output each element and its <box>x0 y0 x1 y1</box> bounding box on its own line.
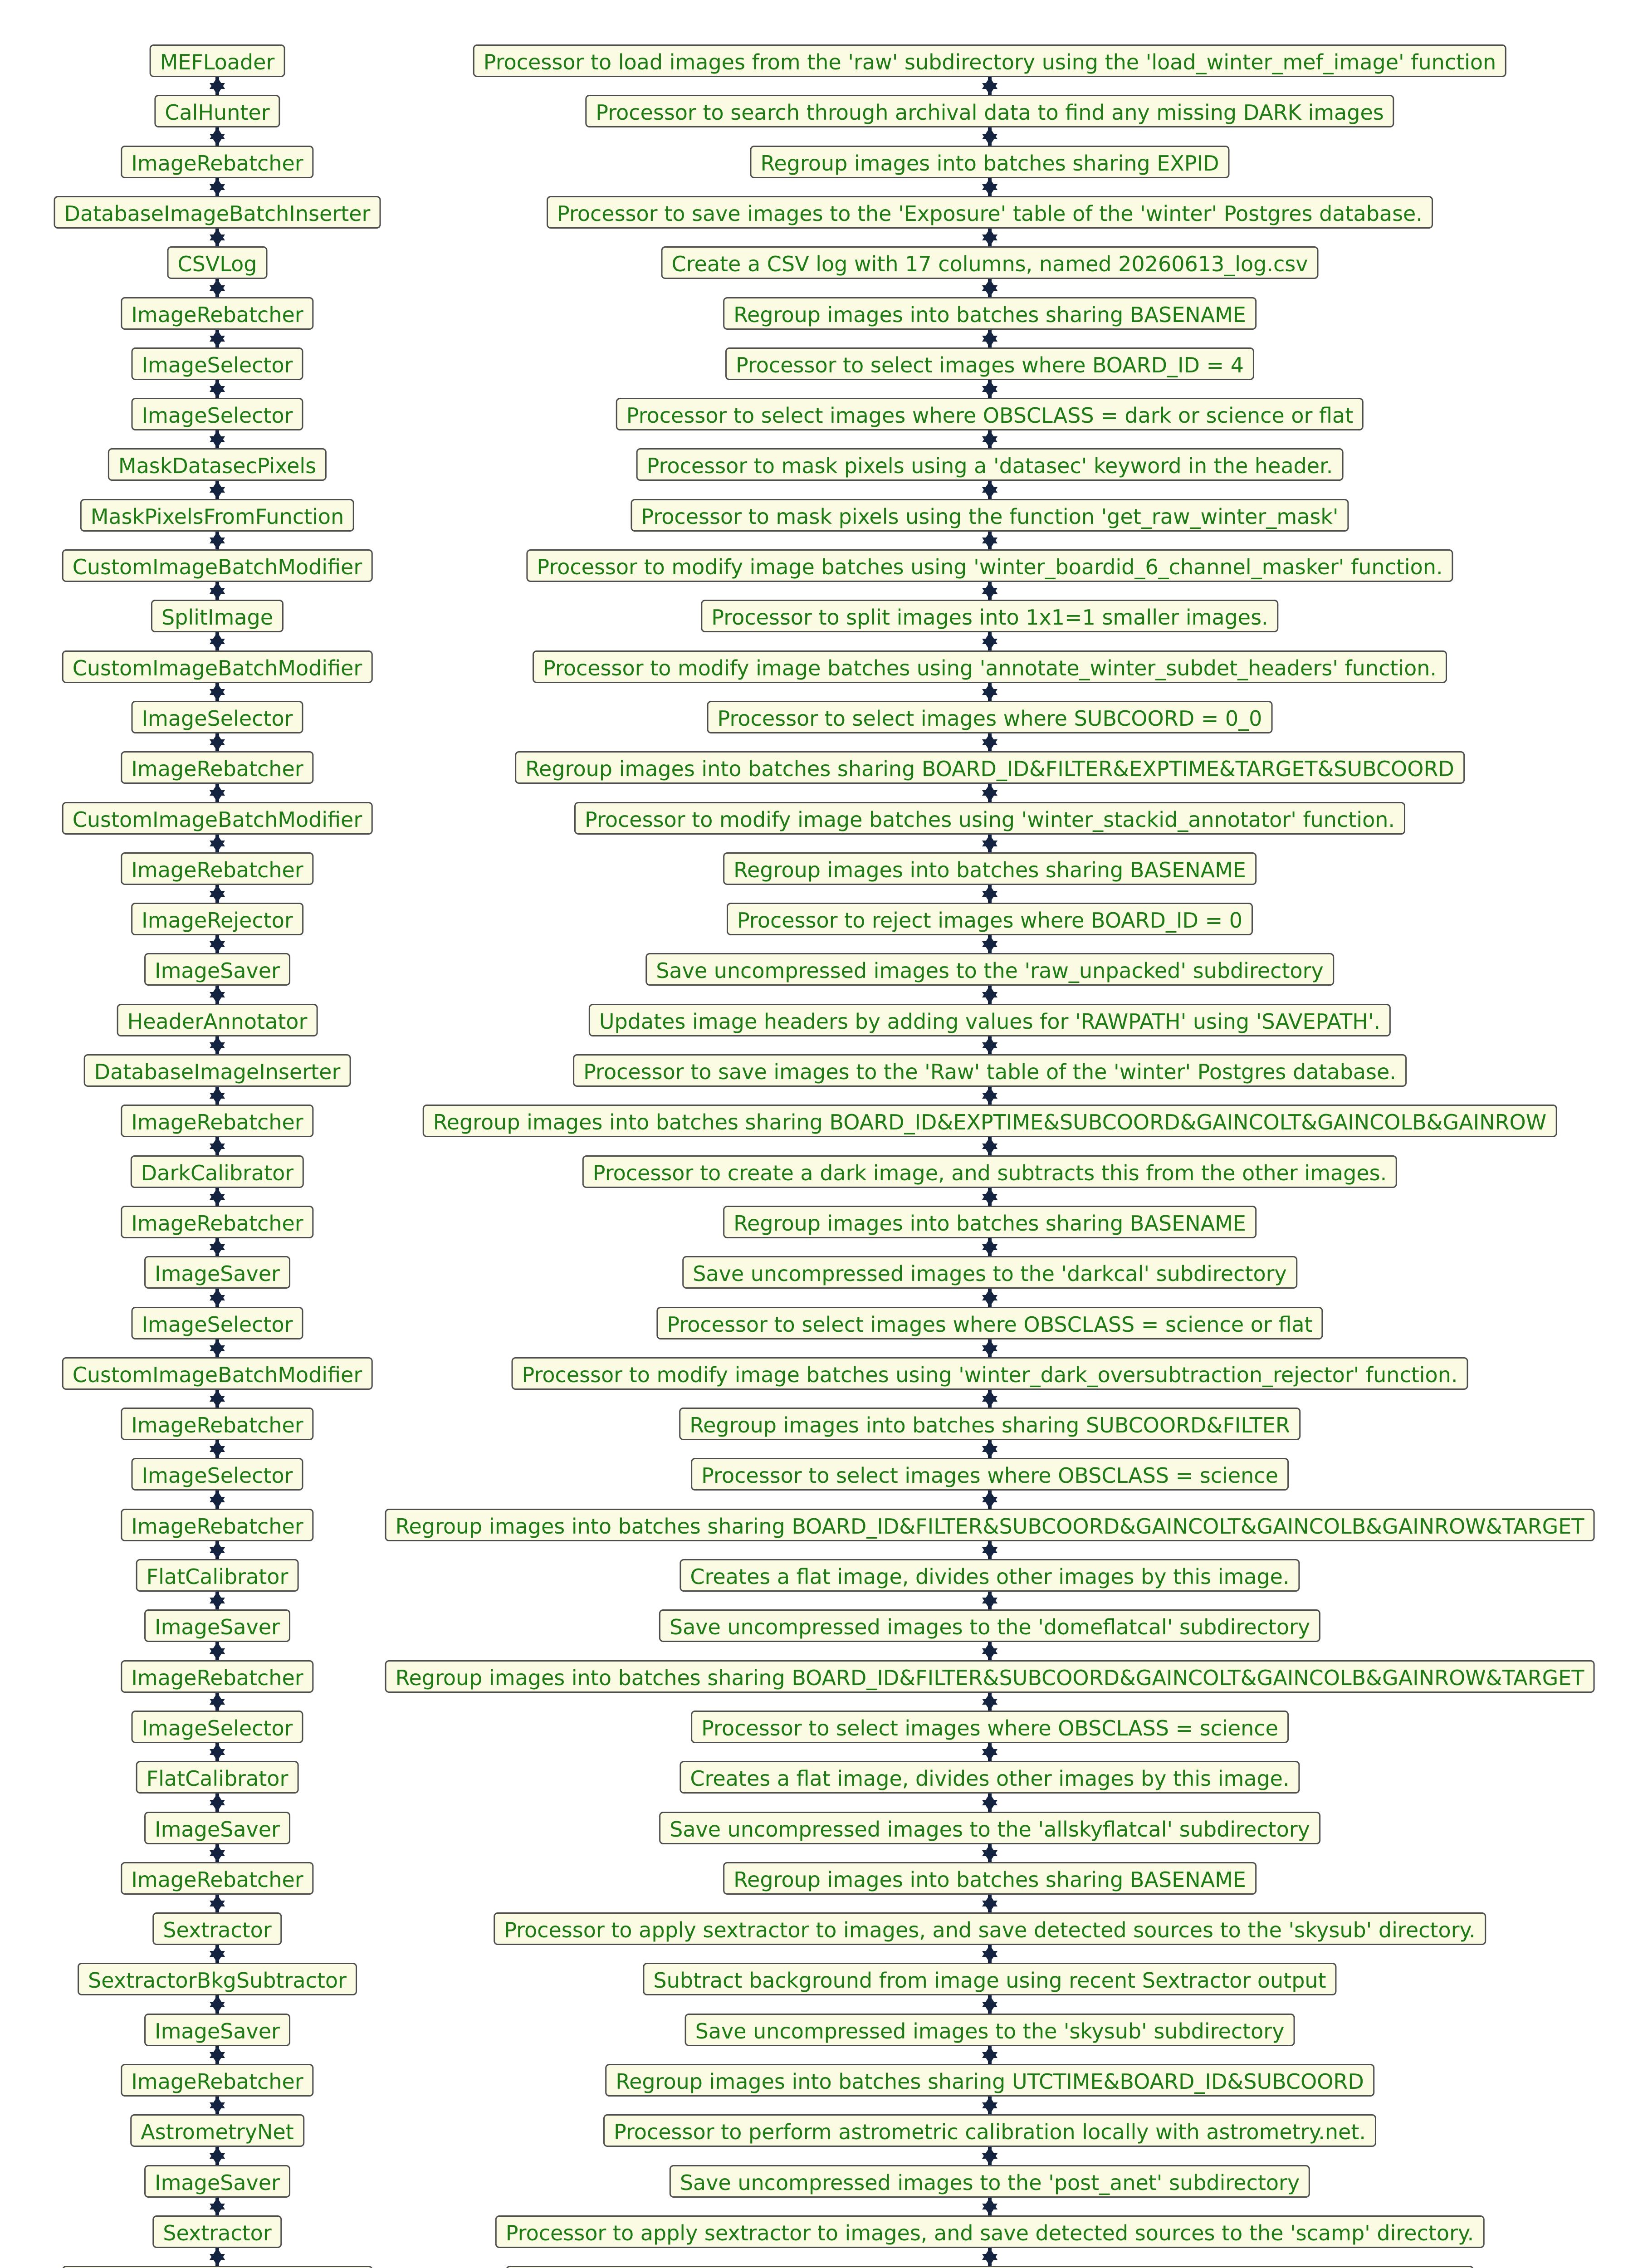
processor-node: Sextractor <box>152 2215 282 2248</box>
processor-node: ImageRebatcher <box>121 751 313 784</box>
processor-node: ImageSaver <box>144 953 290 986</box>
processor-node: ImageRebatcher <box>121 1105 313 1137</box>
processor-node: ImageSaver <box>144 2014 290 2046</box>
processor-node: ImageRebatcher <box>121 1660 313 1693</box>
description-node: Regroup images into batches sharing BASENAME <box>723 1206 1257 1238</box>
processor-node: CSVLog <box>167 246 268 279</box>
description-node: Processor to apply sextractor to images, and save detected sources to the 'skysub' directory. <box>494 1912 1486 1945</box>
description-node: Processor to modify image batches using 'winter_dark_oversubtraction_rejector' function. <box>512 1357 1468 1390</box>
description-node: Create a CSV log with 17 columns, named 20260613_log.csv <box>661 246 1319 279</box>
description-node: Processor to apply sextractor to images, and save detected sources to the 'scamp' directory. <box>495 2215 1485 2248</box>
description-node: Save uncompressed images to the 'post_anet' subdirectory <box>670 2165 1310 2198</box>
processor-node: ImageRebatcher <box>121 2064 313 2097</box>
description-node: Regroup images into batches sharing UTCTIME&BOARD_ID&SUBCOORD <box>605 2064 1374 2097</box>
description-node: Regroup images into batches sharing BASENAME <box>723 1862 1257 1895</box>
description-node: Processor to mask pixels using a 'datasec' keyword in the header. <box>636 448 1344 481</box>
processor-node <box>62 2266 373 2268</box>
description-node: Regroup images into batches sharing EXPID <box>750 146 1229 178</box>
description-node: Processor to modify image batches using 'winter_stackid_annotator' function. <box>574 802 1405 835</box>
processor-node: ImageRejector <box>131 903 303 935</box>
processor-node: ImageRebatcher <box>121 146 313 178</box>
description-node: Regroup images into batches sharing BASENAME <box>723 852 1257 885</box>
description-node: Regroup images into batches sharing BOARD_ID&FILTER&SUBCOORD&GAINCOLT&GAINCOLB&GAINROW&TARGET <box>385 1660 1595 1693</box>
description-node: Save uncompressed images to the 'domeflatcal' subdirectory <box>659 1609 1320 1642</box>
processor-node: HeaderAnnotator <box>117 1004 318 1036</box>
processor-node: ImageRebatcher <box>121 1509 313 1541</box>
processor-node: ImageRebatcher <box>121 852 313 885</box>
processor-node: FlatCalibrator <box>136 1559 299 1592</box>
description-node: Processor to select images where OBSCLASS = science or flat <box>656 1307 1323 1339</box>
description-node: Regroup images into batches sharing BOARD_ID&FILTER&SUBCOORD&GAINCOLT&GAINCOLB&GAINROW&TARGET <box>385 1509 1595 1541</box>
description-node: Processor to create a dark image, and subtracts this from the other images. <box>582 1155 1397 1188</box>
description-node: Processor to select images where OBSCLASS = dark or science or flat <box>616 398 1364 430</box>
processor-node: ImageSelector <box>131 398 303 430</box>
description-node: Creates a flat image, divides other images by this image. <box>680 1559 1300 1592</box>
processor-node: FlatCalibrator <box>136 1761 299 1794</box>
processor-node: CustomImageBatchModifier <box>62 549 373 582</box>
description-node: Processor to search through archival data to find any missing DARK images <box>585 95 1394 127</box>
processor-node: ImageSelector <box>131 1711 303 1743</box>
processor-node: ImageSaver <box>144 1812 290 1844</box>
description-node: Updates image headers by adding values for 'RAWPATH' using 'SAVEPATH'. <box>589 1004 1391 1036</box>
processor-node: DarkCalibrator <box>131 1155 304 1188</box>
processor-node: ImageSelector <box>131 1307 303 1339</box>
description-node: Processor to select images where OBSCLASS = science <box>691 1458 1289 1491</box>
description-node: Save uncompressed images to the 'darkcal' subdirectory <box>682 1256 1297 1289</box>
description-node: Subtract background from image using recent Sextractor output <box>643 1963 1336 1995</box>
description-node: Processor to modify image batches using 'winter_boardid_6_channel_masker' function. <box>526 549 1453 582</box>
description-node: Processor to save images to the 'Exposure' table of the 'winter' Postgres database. <box>547 196 1433 229</box>
processor-node: ImageSaver <box>144 2165 290 2198</box>
processor-node: ImageSaver <box>144 1609 290 1642</box>
processor-node: ImageRebatcher <box>121 297 313 330</box>
processor-node: ImageRebatcher <box>121 1408 313 1440</box>
processor-node: ImageSelector <box>131 347 303 380</box>
processor-node: ImageSelector <box>131 1458 303 1491</box>
processor-node: Sextractor <box>152 1912 282 1945</box>
processor-node: CustomImageBatchModifier <box>62 802 373 835</box>
processor-node: ImageSelector <box>131 701 303 733</box>
processor-node: MaskPixelsFromFunction <box>80 499 354 532</box>
description-node: Regroup images into batches sharing BOARD_ID&FILTER&EXPTIME&TARGET&SUBCOORD <box>515 751 1465 784</box>
processor-node: DatabaseImageBatchInserter <box>54 196 381 229</box>
description-node: Processor to mask pixels using the function 'get_raw_winter_mask' <box>631 499 1349 532</box>
processor-node: ImageSaver <box>144 1256 290 1289</box>
processor-node: DatabaseImageInserter <box>84 1054 351 1087</box>
processor-node: MEFLoader <box>150 44 285 77</box>
description-node: Regroup images into batches sharing BASENAME <box>723 297 1257 330</box>
description-node: Save uncompressed images to the 'raw_unpacked' subdirectory <box>645 953 1334 986</box>
description-node: Processor to select images where OBSCLASS = science <box>691 1711 1289 1743</box>
processor-node: ImageRebatcher <box>121 1862 313 1895</box>
processor-node: CustomImageBatchModifier <box>62 1357 373 1390</box>
description-node: Processor to save images to the 'Raw' table of the 'winter' Postgres database. <box>573 1054 1407 1087</box>
processor-node: CalHunter <box>154 95 280 127</box>
description-node: Save uncompressed images to the 'allskyflatcal' subdirectory <box>659 1812 1320 1844</box>
description-node: Creates a flat image, divides other images by this image. <box>680 1761 1300 1794</box>
description-node: Processor to split images into 1x1=1 smaller images. <box>701 600 1278 632</box>
description-node: Processor to select images where BOARD_ID = 4 <box>725 347 1254 380</box>
description-node: Processor to load images from the 'raw' subdirectory using the 'load_winter_mef_image' function <box>473 44 1506 77</box>
description-node: Processor to reject images where BOARD_ID = 0 <box>727 903 1253 935</box>
description-node: Processor to perform astrometric calibration locally with astrometry.net. <box>603 2114 1376 2147</box>
processor-node: ImageRebatcher <box>121 1206 313 1238</box>
processor-node: SextractorBkgSubtractor <box>78 1963 357 1995</box>
processor-node: AstrometryNet <box>130 2114 304 2147</box>
processor-node: SplitImage <box>151 600 284 632</box>
processor-node: MaskDatasecPixels <box>108 448 327 481</box>
description-node: Save uncompressed images to the 'skysub' subdirectory <box>685 2014 1295 2046</box>
description-node: Processor to modify image batches using 'annotate_winter_subdet_headers' function. <box>533 650 1447 683</box>
description-node <box>506 2266 1474 2268</box>
processor-node: CustomImageBatchModifier <box>62 650 373 683</box>
description-node: Regroup images into batches sharing SUBCOORD&FILTER <box>679 1408 1301 1440</box>
description-node: Processor to select images where SUBCOORD = 0_0 <box>707 701 1273 733</box>
description-node: Regroup images into batches sharing BOARD_ID&EXPTIME&SUBCOORD&GAINCOLT&GAINCOLB&GAINROW <box>423 1105 1557 1137</box>
